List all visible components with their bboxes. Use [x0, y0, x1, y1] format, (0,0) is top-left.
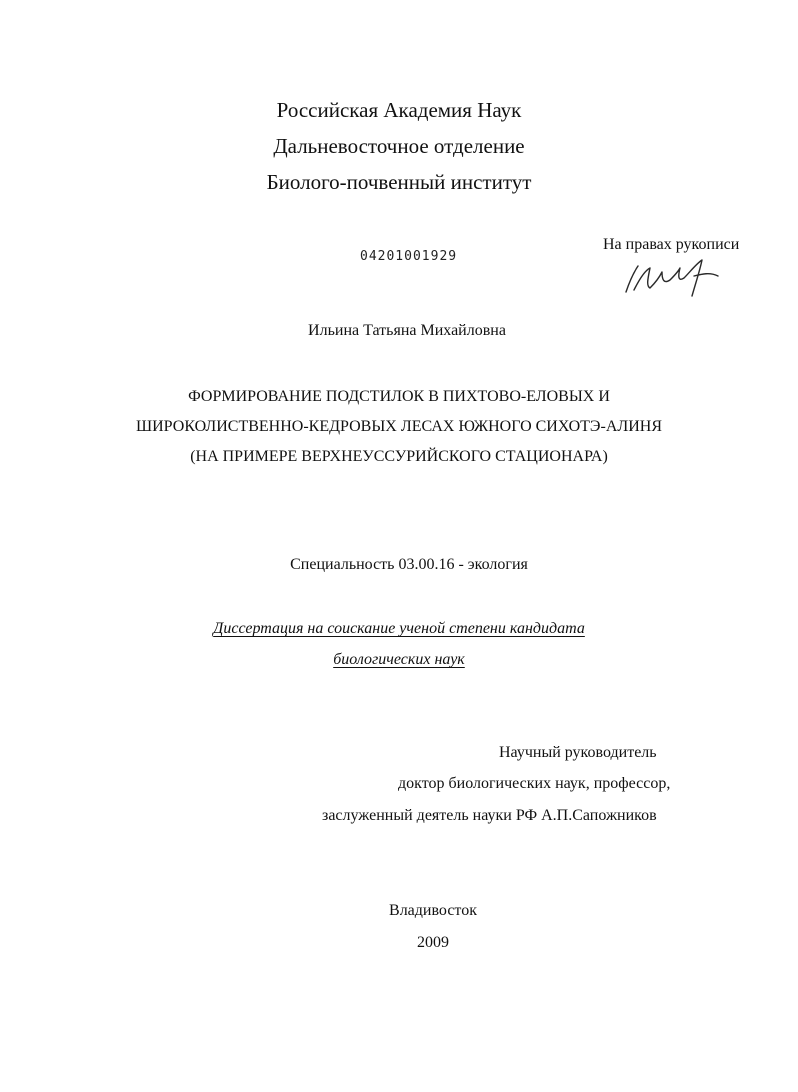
- title-line-2: ШИРОКОЛИСТВЕННО-КЕДРОВЫХ ЛЕСАХ ЮЖНОГО СИХОТЭ-АЛИНЯ: [135, 418, 662, 435]
- handwritten-signature: [616, 252, 726, 302]
- supervisor-degree: доктор биологических наук, профессор,: [398, 775, 671, 792]
- thesis-type-line-1: Диссертация на соискание ученой степени кандидата: [213, 620, 585, 637]
- rights-note: На правах рукописи: [603, 236, 740, 253]
- academy-name: Российская Академия Наук: [276, 98, 522, 122]
- document-number: 04201001929: [360, 249, 458, 264]
- thesis-type-line-2: биологических наук: [333, 651, 465, 668]
- year: 2009: [417, 934, 449, 951]
- institute-name: Биолого-почвенный институт: [266, 170, 532, 194]
- supervisor-name: заслуженный деятель науки РФ А.П.Сапожников: [322, 807, 657, 824]
- branch-name: Дальневосточное отделение: [273, 134, 525, 158]
- author-name: Ильина Татьяна Михайловна: [308, 322, 506, 339]
- specialty: Специальность 03.00.16 - экология: [290, 556, 528, 573]
- supervisor-role: Научный руководитель: [499, 744, 657, 761]
- title-line-1: ФОРМИРОВАНИЕ ПОДСТИЛОК В ПИХТОВО-ЕЛОВЫХ И: [188, 388, 610, 405]
- city: Владивосток: [389, 902, 477, 919]
- title-line-3: (НА ПРИМЕРЕ ВЕРХНЕУССУРИЙСКОГО СТАЦИОНАРА): [190, 448, 608, 465]
